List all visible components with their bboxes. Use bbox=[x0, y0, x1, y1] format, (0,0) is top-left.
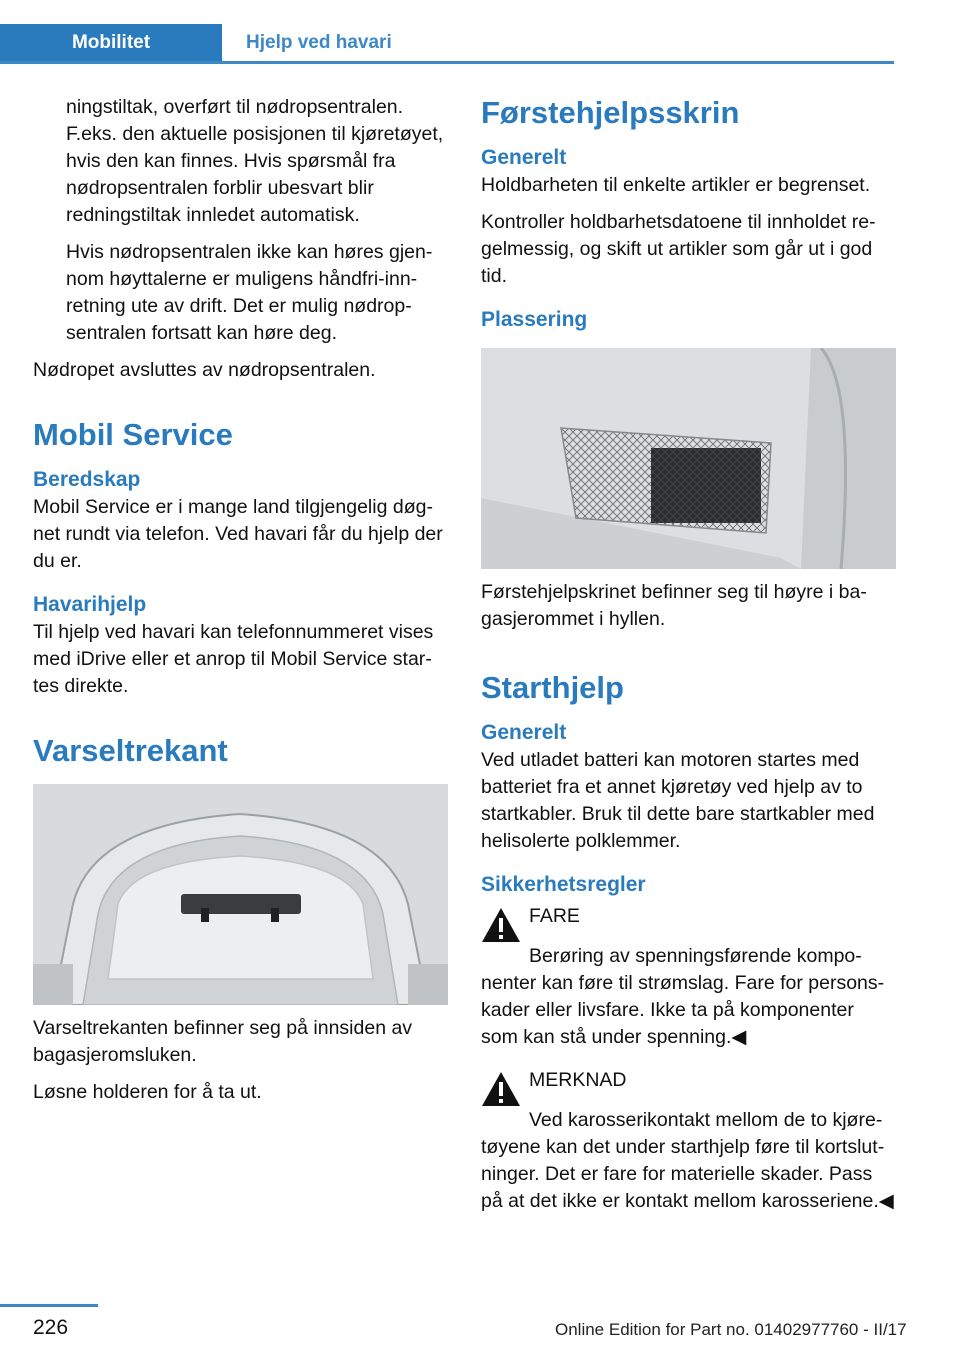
fare-label: FARE bbox=[529, 905, 580, 927]
varseltrekant-text-2: Løsne holderen for å ta ut. bbox=[33, 1081, 262, 1103]
trunk-lid-illustration bbox=[33, 784, 448, 1005]
heading-mobil-service: Mobil Service bbox=[33, 417, 233, 452]
merknad-label: MERKNAD bbox=[529, 1069, 627, 1091]
beredskap-text: Mobil Service er i mange land tilgjengelig døgnet rundt via telefon. Ved havari får du hjelp der du er. bbox=[33, 496, 443, 572]
left-column bbox=[33, 94, 448, 1116]
heading-beredskap: Beredskap bbox=[33, 468, 141, 491]
paragraph-end: Nødropet avsluttes av nødropsentralen. bbox=[33, 359, 376, 381]
right-column bbox=[481, 94, 896, 1225]
heading-forstehjelpsskrin: Førstehjelpsskrin bbox=[481, 95, 740, 130]
footer-rule bbox=[0, 1304, 98, 1307]
heading-generelt-2: Generelt bbox=[481, 721, 567, 744]
page-header bbox=[0, 0, 960, 64]
heading-sikkerhetsregler: Sikkerhetsregler bbox=[481, 873, 646, 896]
header-rule bbox=[0, 61, 894, 64]
heading-havarihjelp: Havarihjelp bbox=[33, 593, 147, 616]
edition-note: Online Edition for Part no. 01402977760 - II/17 bbox=[555, 1320, 907, 1339]
trunk-lid-image bbox=[33, 784, 448, 1005]
fare-text: Berøring av spenningsførende komponenter kan føre til strømslag. Fare for personskader eller livsfare. Ikke ta på komponenter som kan stå under spenning.◀ bbox=[481, 945, 885, 1048]
varseltrekant-text-1: Varseltrekanten befinner seg på innsiden av bagasjeromsluken. bbox=[33, 1017, 413, 1066]
first-aid-kit-illustration bbox=[481, 348, 896, 569]
page-number: 226 bbox=[33, 1316, 69, 1339]
paragraph-continuation-2: Hvis nødropsentralen ikke kan høres gjennom høyttalerne er muligens håndfri-innretning ute av drift. Det er mulig nødropsentralen fortsatt kan høre deg. bbox=[66, 241, 433, 344]
generelt-1-text-2: Kontroller holdbarhetsdatoene til innholdet regelmessig, og skift ut artikler som går ut i god tid. bbox=[481, 211, 876, 287]
generelt-1-text-1: Holdbarheten til enkelte artikler er begrenset. bbox=[481, 174, 871, 196]
heading-plassering: Plassering bbox=[481, 308, 588, 331]
plassering-text: Førstehjelpskrinet befinner seg til høyre i bagasjerommet i hyllen. bbox=[481, 581, 867, 630]
section-title: Hjelp ved havari bbox=[246, 32, 392, 53]
warning-block-merknad bbox=[481, 1067, 896, 1215]
havarihjelp-text: Til hjelp ved havari kan telefonnummeret vises med iDrive eller et anrop til Mobil Service startes direkte. bbox=[33, 621, 434, 697]
warning-block-fare bbox=[481, 903, 896, 1051]
generelt-2-text: Ved utladet batteri kan motoren startes med batteriet fra et annet kjøretøy ved hjelp av to startkabler. Bruk til dette bare startkabler med helisolerte polklemmer. bbox=[481, 749, 875, 852]
paragraph-continuation-1: ningstiltak, overført til nødropsentralen. F.eks. den aktuelle posisjonen til kjøretøyet, hvis den kan finnes. Hvis spørsmål fra nødropsentralen forblir ubesvart blir redningstiltak innledet automatisk. bbox=[66, 96, 444, 226]
heading-varseltrekant: Varseltrekant bbox=[33, 733, 228, 768]
chapter-tab: Mobilitet bbox=[0, 24, 222, 62]
warning-triangle-icon bbox=[481, 1071, 521, 1107]
first-aid-kit-image bbox=[481, 348, 896, 569]
warning-triangle-icon bbox=[481, 907, 521, 943]
heading-starthjelp: Starthjelp bbox=[481, 670, 624, 705]
heading-generelt-1: Generelt bbox=[481, 146, 567, 169]
merknad-text: Ved karosserikontakt mellom de to kjøretøyene kan det under starthjelp føre til kortslutninger. Det er fare for materielle skader. Pass på at det ikke er kontakt mellom karosseriene.◀ bbox=[481, 1109, 894, 1212]
